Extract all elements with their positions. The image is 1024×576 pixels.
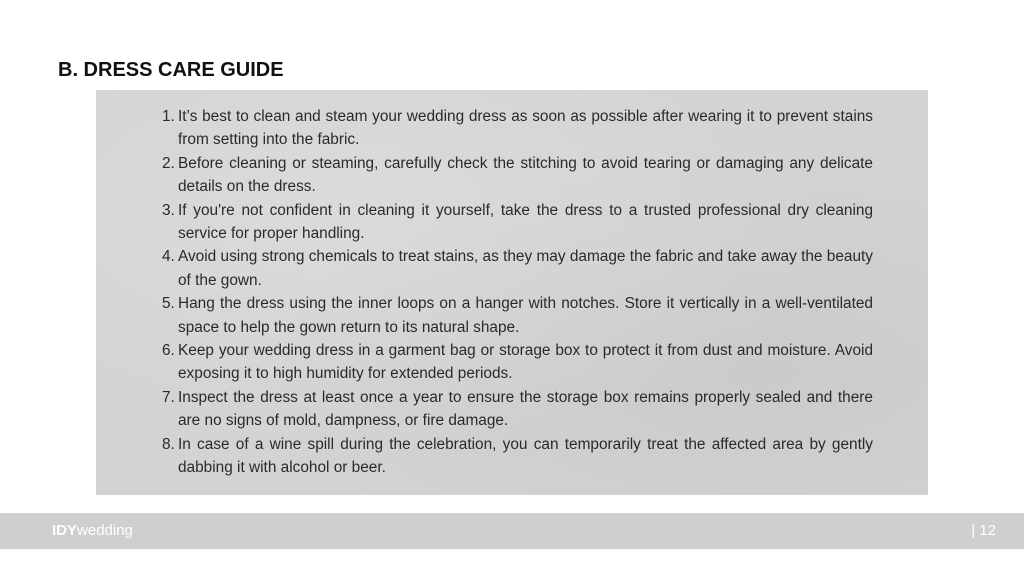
brand-logo — [52, 521, 133, 541]
list-item — [162, 245, 873, 292]
list-item — [162, 433, 873, 480]
list-item-text: In case of a wine spill during the celebration, you can temporarily treat the affected area by gently dabbing it with alcohol or beer. — [178, 435, 873, 477]
list-item — [162, 386, 873, 433]
list-item-number: 4. — [162, 248, 175, 266]
list-item-number: 5. — [162, 295, 175, 313]
brand-logo-light: wedding — [77, 522, 133, 539]
list-item-number: 7. — [162, 388, 175, 406]
list-item-text: Avoid using strong chemicals to treat stains, as they may damage the fabric and take away the beauty of the gown. — [178, 248, 873, 289]
list-item-text: If you're not confident in cleaning it yourself, take the dress to a trusted professional dry cleaning service for proper handling. — [178, 201, 873, 243]
list-item-text: Keep your wedding dress in a garment bag or storage box to protect it from dust and moisture. Avoid exposing it to high humidity for extended periods. — [178, 342, 873, 383]
list-item-text: Hang the dress using the inner loops on a hanger with notches. Store it vertically in a well-ventilated space to help the gown return to its natural shape. — [178, 295, 873, 336]
page-number: | 12 — [971, 522, 996, 539]
list-item — [162, 292, 873, 339]
list-item — [162, 199, 873, 246]
care-guide-list — [96, 105, 928, 480]
list-item-number: 1. — [162, 108, 175, 125]
care-guide-card — [96, 90, 928, 495]
footer-bar — [0, 513, 1024, 549]
list-item-number: 6. — [162, 342, 175, 360]
brand-logo-bold: IDY — [52, 522, 78, 539]
list-item-text: Inspect the dress at least once a year to ensure the storage box remains properly sealed and there are no signs of mold, dampness, or fire damage. — [178, 388, 873, 430]
page-title: B. DRESS CARE GUIDE — [58, 59, 284, 81]
list-item-text: Before cleaning or steaming, carefully check the stitching to avoid tearing or damaging any delicate details on the dress. — [178, 154, 873, 196]
list-item-number: 3. — [162, 201, 175, 219]
list-item — [162, 152, 873, 199]
list-item-number: 2. — [162, 154, 175, 172]
list-item-number: 8. — [162, 435, 175, 453]
list-item — [162, 105, 873, 152]
list-item — [162, 339, 873, 386]
list-item-text: It’s best to clean and steam your wedding dress as soon as possible after wearing it to prevent stains from setting into the fabric. — [178, 108, 873, 149]
